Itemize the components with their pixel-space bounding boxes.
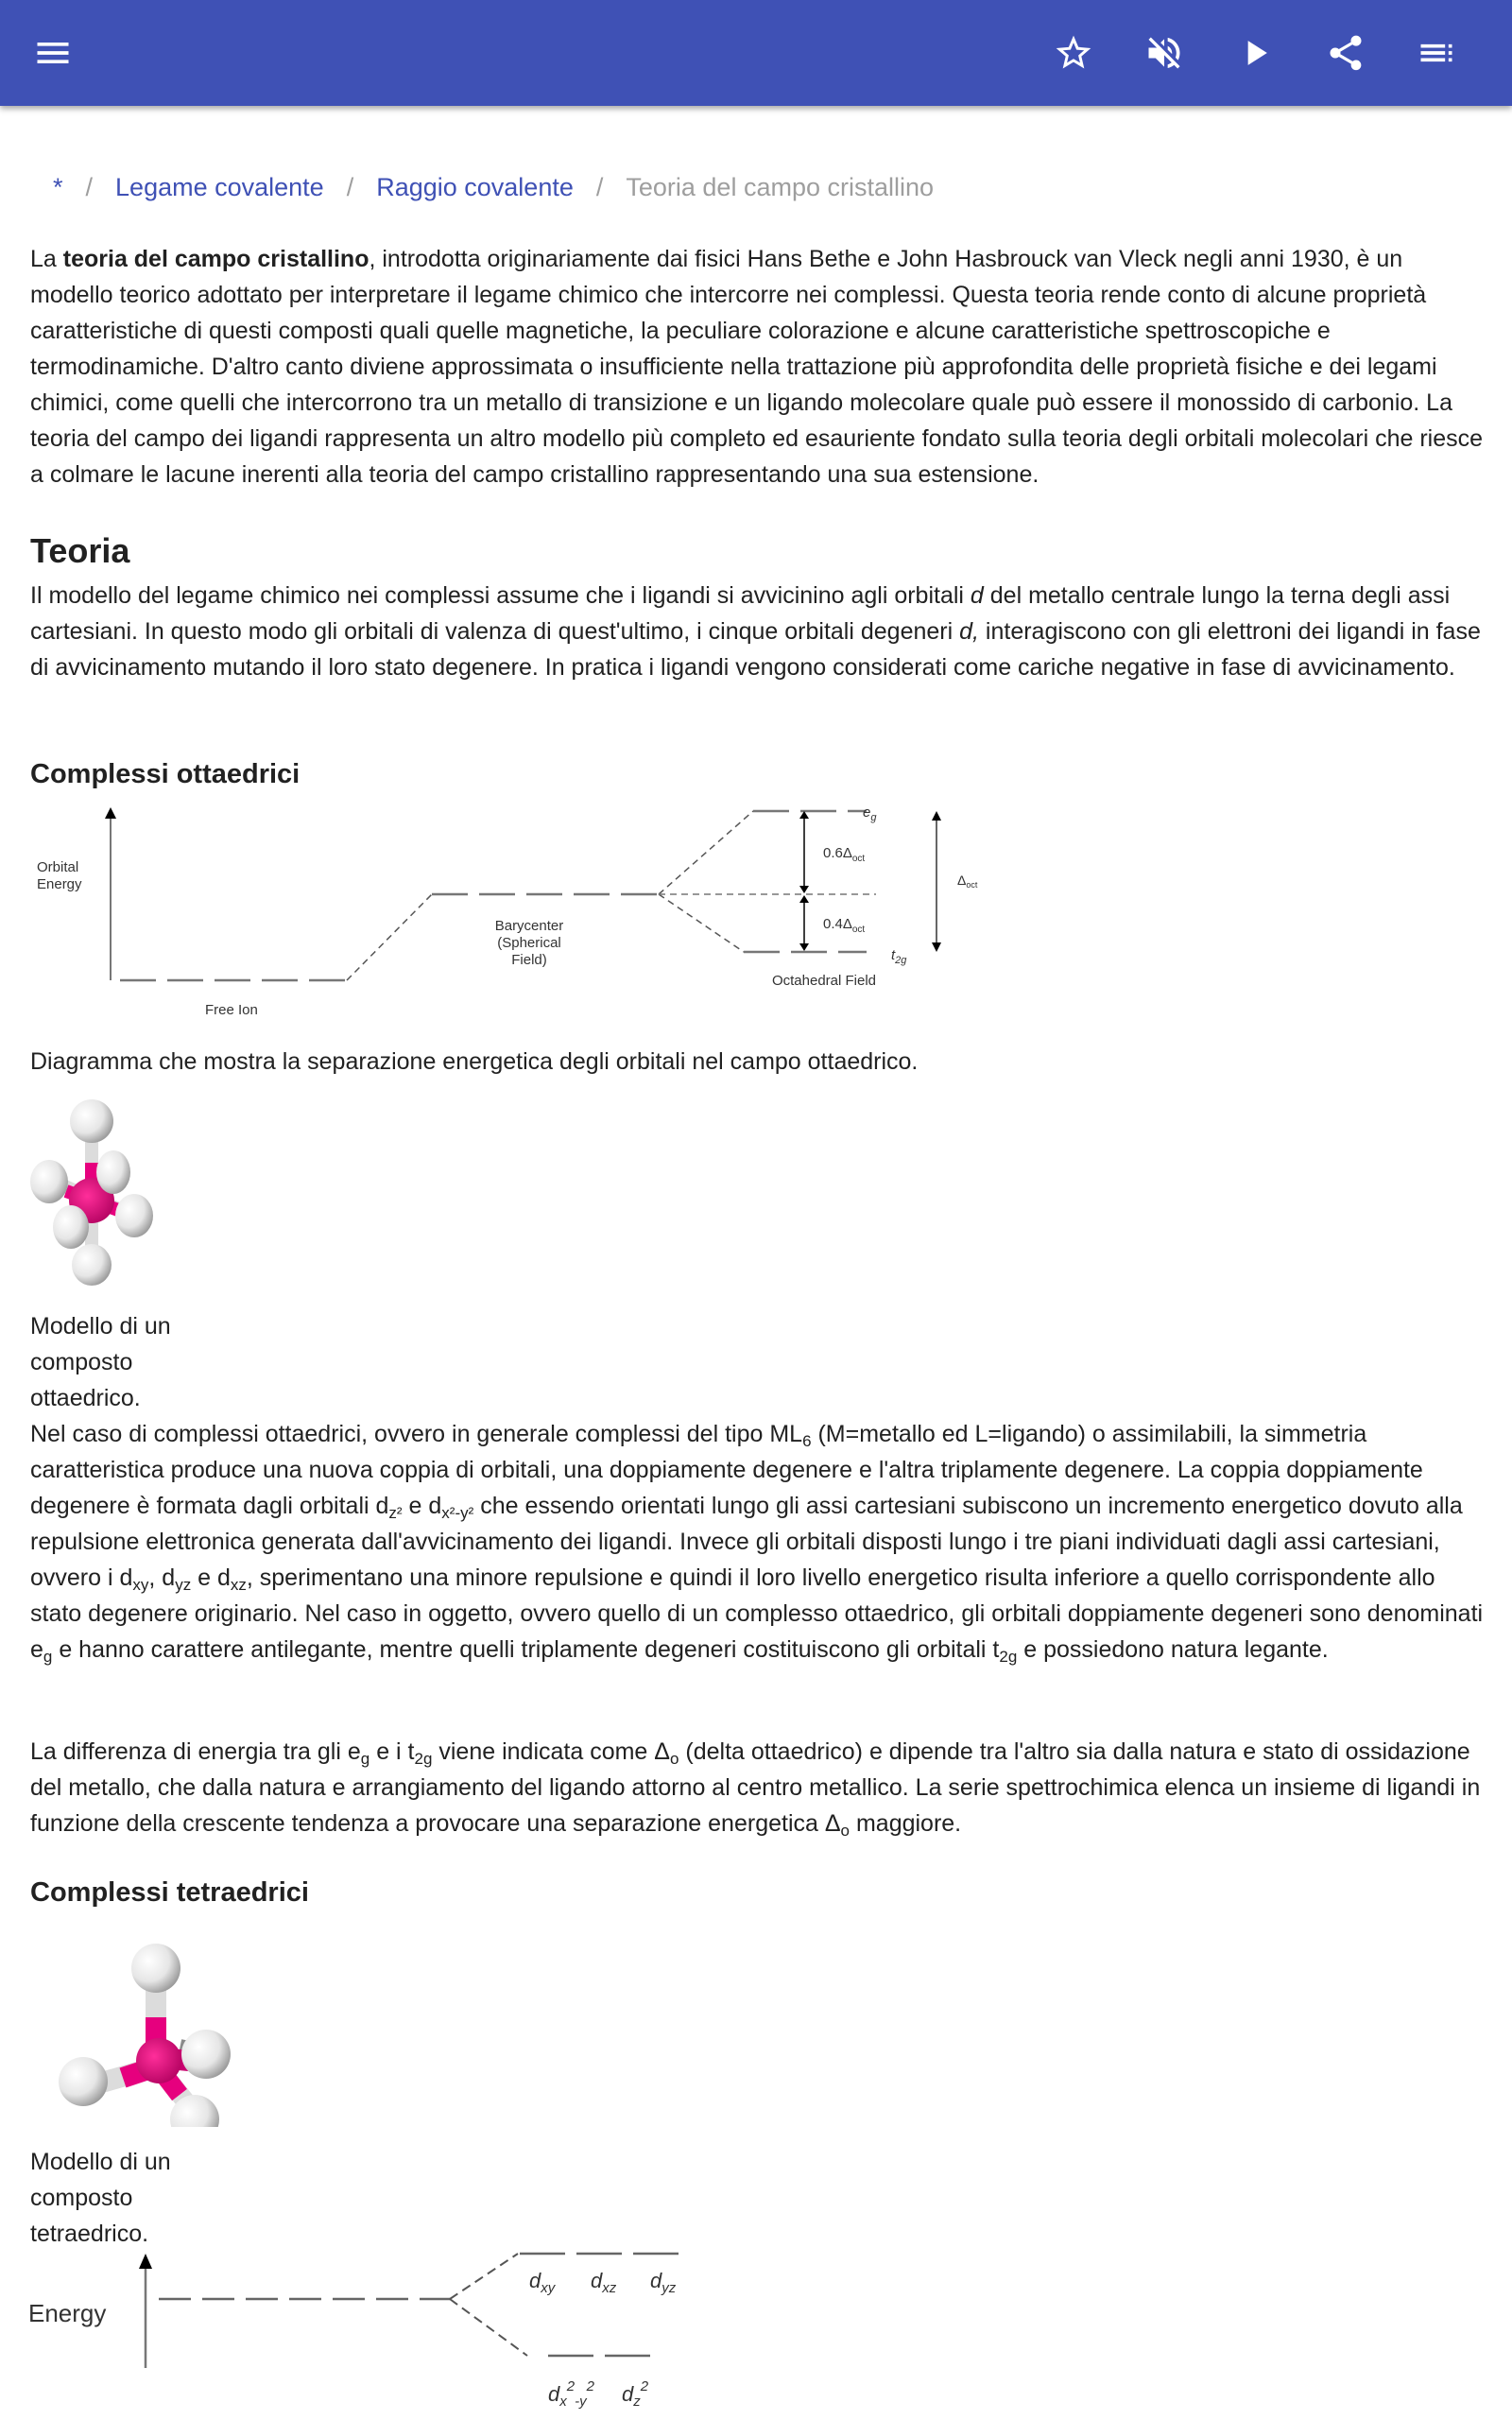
dxz-label: $d_{xz}$ [591, 2269, 617, 2296]
caption-line: ottaedrico. [30, 1385, 141, 1411]
text-run: La differenza di energia tra gli e [30, 1738, 361, 1765]
intro-bold-term: teoria del campo cristallino [62, 246, 369, 272]
favorite-button[interactable] [1043, 23, 1104, 83]
caption-line: Modello di un [30, 1313, 171, 1340]
connector-line [659, 811, 753, 894]
breadcrumb-separator: / [85, 173, 94, 201]
octahedral-molecule-image [28, 1087, 236, 1295]
eg-label: $e_g$ [863, 804, 877, 823]
app-bar [0, 0, 1512, 106]
text-run: e hanno carattere antilegante, mentre quelli triplamente degeneri costituiscono gli orbitali t [52, 1636, 1000, 1663]
play-icon [1234, 32, 1276, 74]
star-outline-icon [1053, 32, 1094, 74]
text-run: che essendo orientati lungo gli assi cartesiani subiscono un incremento energetico dovuto alla repulsione elettronica generata dall'avvicinamento dei ligandi. Invece gli orbitali disposti lungo i tre piani individuati dagli assi cartesiani, ovvero i d [30, 1493, 1463, 1591]
text-run: maggiore. [850, 1810, 962, 1837]
barycenter-label: (Spherical [497, 935, 561, 951]
dyz-label: $d_{yz}$ [650, 2269, 677, 2296]
text-run: (delta ottaedrico) e dipende tra l'altro sia dalla natura e stato di ossidazione del metallo, che dalla natura e arrangiamento del ligando attorno al centro metallico. La serie spettrochimica elenca un insieme di ligandi in funzione della crescente tendenza a provocare una separazione energetica Δ [30, 1738, 1481, 1837]
text-run: interagiscono con gli elettroni dei ligandi in fase di avvicinamento mutando il loro stato degenere. In pratica i ligandi vengono considerati come cariche negative in fase di avvicinamento. [30, 618, 1481, 681]
breadcrumb-root[interactable]: * [53, 173, 63, 201]
table-of-contents-button[interactable] [1406, 23, 1467, 83]
tetrahedral-model-caption [30, 2144, 219, 2252]
intro-paragraph [30, 241, 1486, 493]
subscript: xz [230, 1576, 247, 1594]
intro-lead: La [30, 246, 63, 272]
breadcrumb-separator: / [595, 173, 604, 201]
breadcrumb-separator: / [346, 173, 354, 201]
breadcrumb-current: Teoria del campo cristallino [626, 173, 935, 201]
intro-text: , introdotta originariamente dai fisici Hans Bethe e John Hasbrouck van Vleck negli anni 1930, è un modello teorico adottato per interpretare il legame chimico che intercorre nei complessi. Questa teoria rende conto di alcune proprietà caratteristiche di questi composti quali quelle magnetiche, la peculiare colorazione e alcune caratteristiche spettroscopiche e termodinamiche. D'altro canto diviene approssimata o insufficiente nella trattazione più approfondita delle proprietà fisiche e dei legami chimici, come quelli che intercorrono tra un metallo di transizione e un ligando molecolare quale può essere il monossido di carbonio. La teoria del campo dei ligandi rappresenta un altro modello più completo ed esauriente fondato sulla teoria degli orbitali molecolari che riesce a colmare le lacune inerenti alla teoria del campo cristallino rappresentando una sua estensione. [30, 246, 1484, 488]
text-run-italic: d, [959, 618, 979, 645]
t2g-label: $t_{2g}$ [891, 947, 907, 966]
text-run: e d [191, 1564, 231, 1591]
axis-arrowhead-icon [139, 2254, 152, 2269]
text-run: del metallo centrale lungo la terna degli assi cartesiani. In questo modo gli orbitali di valenza di quest'ultimo, i cinque orbitali degeneri [30, 582, 1451, 645]
text-run-italic: d [970, 582, 984, 609]
teoria-paragraph [30, 578, 1486, 685]
subscript: o [840, 1822, 850, 1840]
tetrahedral-molecule-image [28, 1919, 236, 2127]
subscript: o [669, 1750, 679, 1768]
text-run: e d [402, 1493, 442, 1519]
connector-line [450, 2299, 527, 2356]
text-run: Il modello del legame chimico nei complessi assume che i ligandi si avvicinino agli orbitali [30, 582, 971, 609]
y-label-orbital: Orbital [37, 859, 79, 875]
octahedral-splitting-diagram [19, 794, 1002, 1030]
connector-line [659, 894, 744, 952]
upper-split-label: $0.6\Delta_{oct}$ [823, 845, 866, 864]
text-run: , d [148, 1564, 176, 1591]
delta-paragraph [30, 1734, 1490, 1841]
octahedral-field-label: Octahedral Field [771, 973, 877, 989]
text-run: e possiedono natura legante. [1017, 1636, 1329, 1663]
breadcrumb-item-legame-covalente[interactable]: Legame covalente [115, 173, 324, 201]
barycenter-label: Barycenter [494, 918, 564, 934]
menu-button[interactable] [23, 23, 83, 83]
subscript: x²-y² [441, 1504, 474, 1522]
subscript: 6 [802, 1432, 812, 1450]
dz2-label: $d_z^2$ [622, 2378, 649, 2410]
section-heading-teoria: Teoria [30, 531, 130, 570]
y-label-energy: Energy [28, 2299, 107, 2327]
subscript: yz [175, 1576, 192, 1594]
tetrahedral-splitting-diagram [19, 2240, 718, 2420]
subscript: 2g [414, 1750, 433, 1768]
octahedral-model-caption [30, 1308, 219, 1416]
subscript: g [360, 1750, 370, 1768]
section-heading-ottaedrici: Complessi ottaedrici [30, 759, 301, 789]
breadcrumb [53, 168, 934, 206]
text-run: (M=metallo ed L=ligando) o assimilabili, la simmetria caratteristica produce una nuova coppia di orbitali, una doppiamente degenere e l'altra triplamente degenere. La coppia doppiamente degenere è formata dagli orbitali d [30, 1421, 1423, 1519]
text-run: viene indicata come Δ [432, 1738, 670, 1765]
play-button[interactable] [1225, 23, 1285, 83]
subscript: 2g [999, 1648, 1018, 1666]
axis-arrowhead-icon [105, 807, 116, 819]
subscript: g [43, 1648, 53, 1666]
dxy-label: $d_{xy}$ [529, 2269, 556, 2296]
menu-icon [32, 32, 74, 74]
caption-line: tetraedrico. [30, 2221, 149, 2247]
connector-line [450, 2254, 518, 2299]
section-heading-tetraedrici: Complessi tetraedrici [30, 1877, 309, 1908]
subscript: xy [132, 1576, 149, 1594]
text-run: e i t [369, 1738, 415, 1765]
playlist-icon [1416, 32, 1457, 74]
octahedral-paragraph [30, 1416, 1490, 1668]
free-ion-label: Free Ion [205, 1002, 258, 1018]
total-split-label: $\Delta_{oct}$ [957, 873, 978, 890]
caption-line: composto [30, 2185, 133, 2211]
subscript: z² [388, 1504, 403, 1522]
lower-split-label: $0.4\Delta_{oct}$ [823, 916, 866, 935]
y-label-energy: Energy [37, 876, 82, 892]
caption-line: composto [30, 1349, 133, 1375]
text-run: , sperimentano una minore repulsione e quindi il loro livello energetico risulta inferiore a quello corrispondente allo stato degenere originario. Nel caso in oggetto, ovvero quello di un complesso ottaedrico, gli orbitali doppiamente degeneri sono denominati e [30, 1564, 1484, 1663]
caption-line: Modello di un [30, 2149, 171, 2175]
barycenter-label: Field) [511, 952, 547, 968]
share-icon [1325, 32, 1366, 74]
connector-line [347, 894, 432, 980]
dx2y2-label: $d_x^2_{-y}^2$ [548, 2378, 594, 2410]
breadcrumb-item-raggio-covalente[interactable]: Raggio covalente [376, 173, 574, 201]
share-button[interactable] [1315, 23, 1376, 83]
diagram-caption: Diagramma che mostra la separazione energetica degli orbitali nel campo ottaedrico. [30, 1048, 919, 1075]
text-run: Nel caso di complessi ottaedrici, ovvero in generale complessi del tipo ML [30, 1421, 803, 1447]
volume-off-icon [1143, 32, 1185, 74]
mute-button[interactable] [1134, 23, 1194, 83]
